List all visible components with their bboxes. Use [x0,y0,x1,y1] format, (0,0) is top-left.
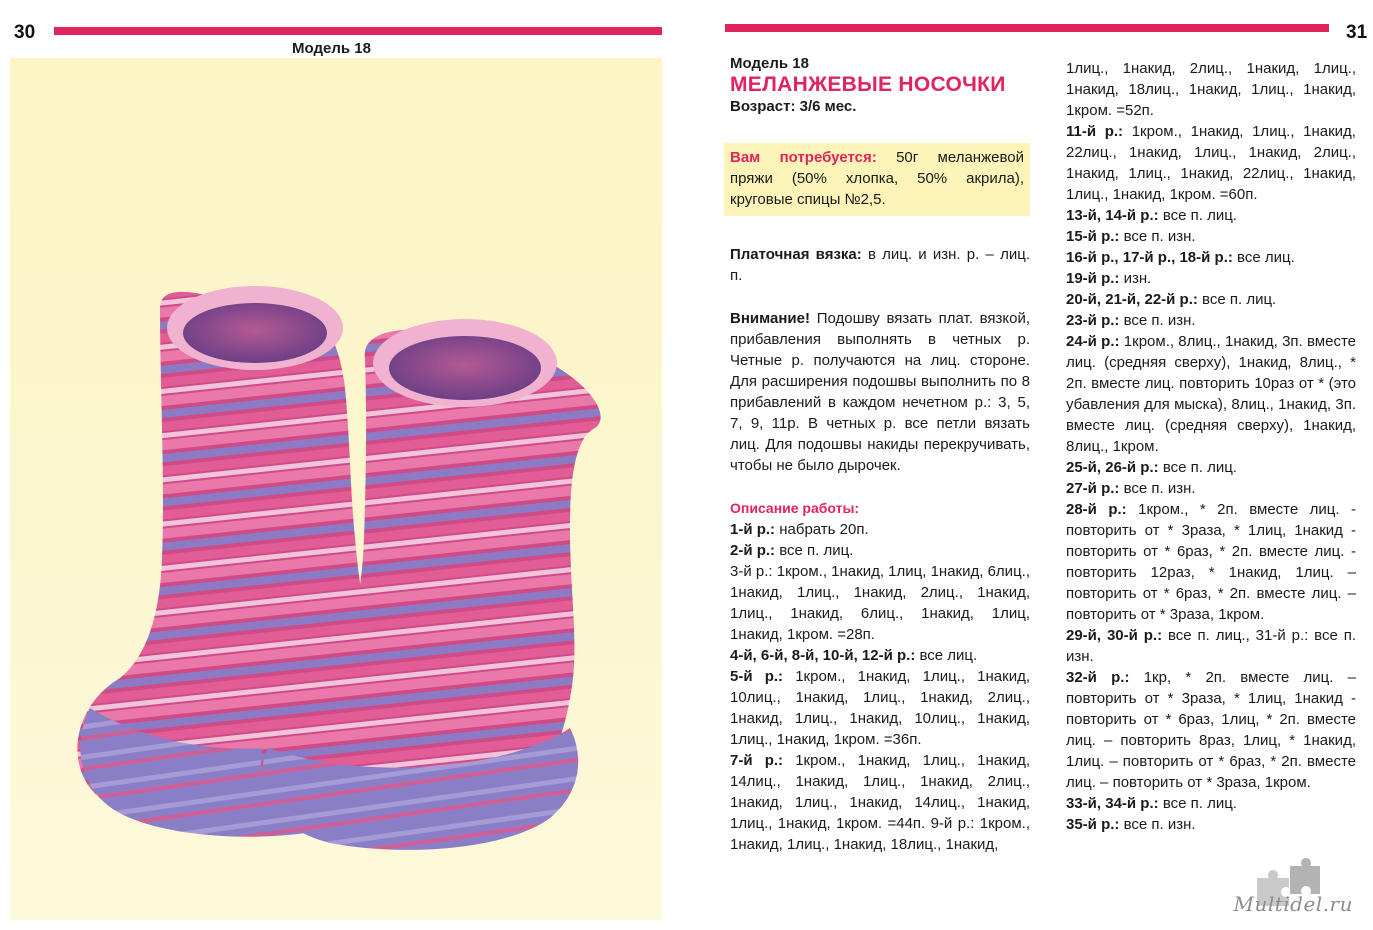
instruction-row [1066,478,1356,499]
row-text: 1кром., 1накид, 1лиц., 1накид, 14лиц., 1накид, 1лиц., 1накид, 2лиц., 1накид, 1лиц., 1накид, 14лиц., 1накид, 1лиц., 1накид, 1кром. =44п. 9-й р.: 1кром., 1накид, 1лиц., 1накид, 18лиц., 1накид, [730,752,1030,853]
row-label: 20-й, 21-й, 22-й р.: [1066,291,1198,308]
header-bar-left [54,27,662,35]
row-text: 3-й р.: 1кром., 1накид, 1лиц, 1накид, 6лиц., 1накид, 1лиц., 1накид, 2лиц., 1накид, 1лиц., 1накид, 6лиц., 1накид, 1лиц, 1накид, 1кром. =28п. [730,563,1030,643]
row-text: все п. изн. [1123,480,1196,497]
instruction-row [1066,58,1356,121]
page-number-left: 30 [14,22,36,43]
instruction-row [730,666,1030,750]
instruction-row [1066,247,1356,268]
row-label: 15-й р.: [1066,228,1120,245]
stitch-paragraph [730,244,1030,286]
row-label: 19-й р.: [1066,270,1120,287]
row-label: 4-й, 6-й, 8-й, 10-й, 12-й р.: [730,647,916,664]
instruction-row [730,750,1030,855]
row-text: 1кр, * 2п. вместе лиц. – повторить от * 3раза, * 1лиц, 1накид - повторить от * 6раз, 1лиц, * 2п. вместе лиц. – повторить 8раз, 1лиц, * 1накид, 1лиц. – повторить от * 6раз, * 2п. вместе лиц. – повторить от * 3раза, 1кром. [1066,669,1357,791]
row-label: 7-й р.: [730,752,784,769]
row-label: 28-й р.: [1066,501,1127,518]
row-text: набрать 20п. [779,521,869,538]
instruction-row [1066,289,1356,310]
rows-list-2 [1066,58,1356,835]
instruction-row [1066,793,1356,814]
row-text: все п. лиц. [1162,459,1237,476]
materials-box [724,143,1030,216]
instruction-row [1066,310,1356,331]
row-text: все п. изн. [1123,312,1196,329]
row-text: все п. лиц. [779,542,854,559]
row-label: 5-й р.: [730,668,784,685]
attention-label: Внимание! [730,310,810,327]
instruction-row [1066,205,1356,226]
work-title: Описание работы: [730,500,860,516]
instruction-row [730,540,1030,561]
row-text: 1кром., 1накид, 1лиц., 1накид, 22лиц., 1накид, 1лиц., 1накид, 2лиц., 1накид, 1лиц., 1накид, 22лиц., 1накид, 1лиц., 1накид, 1кром. =60п. [1066,123,1356,203]
row-label: 35-й р.: [1066,816,1120,833]
instruction-row [1066,331,1356,457]
booties-photo [10,58,662,920]
instruction-row [1066,814,1356,835]
row-text: все п. лиц., 31-й р.: все п. изн. [1066,627,1356,665]
instruction-row [1066,121,1356,205]
row-text: все лиц. [919,647,978,664]
row-text: 1лиц., 1накид, 2лиц., 1накид, 1лиц., 1накид, 18лиц., 1накид, 1лиц., 1накид, 1кром. =52п. [1066,60,1356,119]
row-text: все п. лиц. [1202,291,1277,308]
row-text: все п. лиц. [1162,795,1237,812]
row-text: изн. [1123,270,1152,287]
instruction-row [1066,226,1356,247]
attention-paragraph [730,308,1030,476]
instruction-row [1066,667,1356,793]
model-heading: Модель 18 [730,55,809,72]
right-page [693,0,1373,930]
stitch-text: в лиц. и изн. р. – лиц. п. [730,246,1030,284]
instruction-row [730,561,1030,645]
row-label: 11-й р.: [1066,123,1124,140]
watermark: Multidel.ru [1233,892,1353,916]
row-text: все п. изн. [1123,228,1196,245]
pattern-title: МЕЛАНЖЕВЫЕ НОСОЧКИ [730,73,1006,96]
instructions-column-1 [730,55,1030,855]
row-text: 1кром., 8лиц., 1накид, 3п. вместе лиц. (средняя сверху), 1накид, 8лиц., * 2п. вместе лиц. повторить 10раз от * (это убавления для мыска), 8лиц., 1накид, 3п. вместе лиц. (средняя сверху), 1накид, 8лиц., 1кром. [1066,333,1356,455]
row-text: все п. лиц. [1162,207,1237,224]
booties-illustration [10,58,662,920]
row-label: 2-й р.: [730,542,776,559]
instruction-row [1066,499,1356,625]
row-text: 1кром., 1накид, 1лиц., 1накид, 10лиц., 1накид, 1лиц., 1накид, 2лиц., 1накид, 1лиц., 1накид, 10лиц., 1накид, 1лиц., 1накид, 1кром. =36п. [730,668,1030,748]
materials-label: Вам потребуется: [730,149,877,166]
instruction-row [1066,457,1356,478]
instruction-row [1066,625,1356,667]
instructions-column-2 [1066,58,1356,835]
page-number-right: 31 [1346,22,1368,43]
header-bar-right [725,24,1329,32]
row-text: все лиц. [1237,249,1295,266]
stitch-label: Платочная вязка: [730,246,862,263]
row-label: 16-й р., 17-й р., 18-й р.: [1066,249,1233,266]
row-label: 33-й, 34-й р.: [1066,795,1159,812]
left-page [0,0,680,930]
age-heading: Возраст: 3/6 мес. [730,98,857,115]
row-label: 1-й р.: [730,521,776,538]
model-caption: Модель 18 [292,40,371,57]
row-label: 27-й р.: [1066,480,1120,497]
instruction-row [730,645,1030,666]
row-label: 13-й, 14-й р.: [1066,207,1159,224]
materials-text: 50г меланжевой пряжи (50% хлопка, 50% акрила), круговые спицы №2,5. [730,149,1024,208]
row-label: 24-й р.: [1066,333,1120,350]
instruction-row [1066,268,1356,289]
row-text: все п. изн. [1123,816,1196,833]
instruction-row [730,519,1030,540]
attention-text: Подошву вязать плат. вязкой, прибавления выполнять в четных р. Четные р. получаются на лиц. стороне. Для расширения подошвы выполнить по 8 прибавлений в каждом нечетном р.: 3, 5, 7, 9, 11р. В четных р. все петли вязать лиц. Для подошвы накиды перекручивать, чтобы не было дырочек. [730,310,1031,474]
row-label: 23-й р.: [1066,312,1120,329]
row-label: 25-й, 26-й р.: [1066,459,1159,476]
row-label: 32-й р.: [1066,669,1130,686]
row-text: 1кром., * 2п. вместе лиц. - повторить от * 3раза, * 1лиц, 1накид - повторить от * 6раз, * 2п. вместе лиц. - повторить 12раз, * 1накид, 1лиц. – повторить от * 6раз, * 2п. вместе лиц. – повторить от * 3раза, 1кром. [1066,501,1356,623]
row-label: 29-й, 30-й р.: [1066,627,1163,644]
rows-list-1 [730,519,1030,855]
